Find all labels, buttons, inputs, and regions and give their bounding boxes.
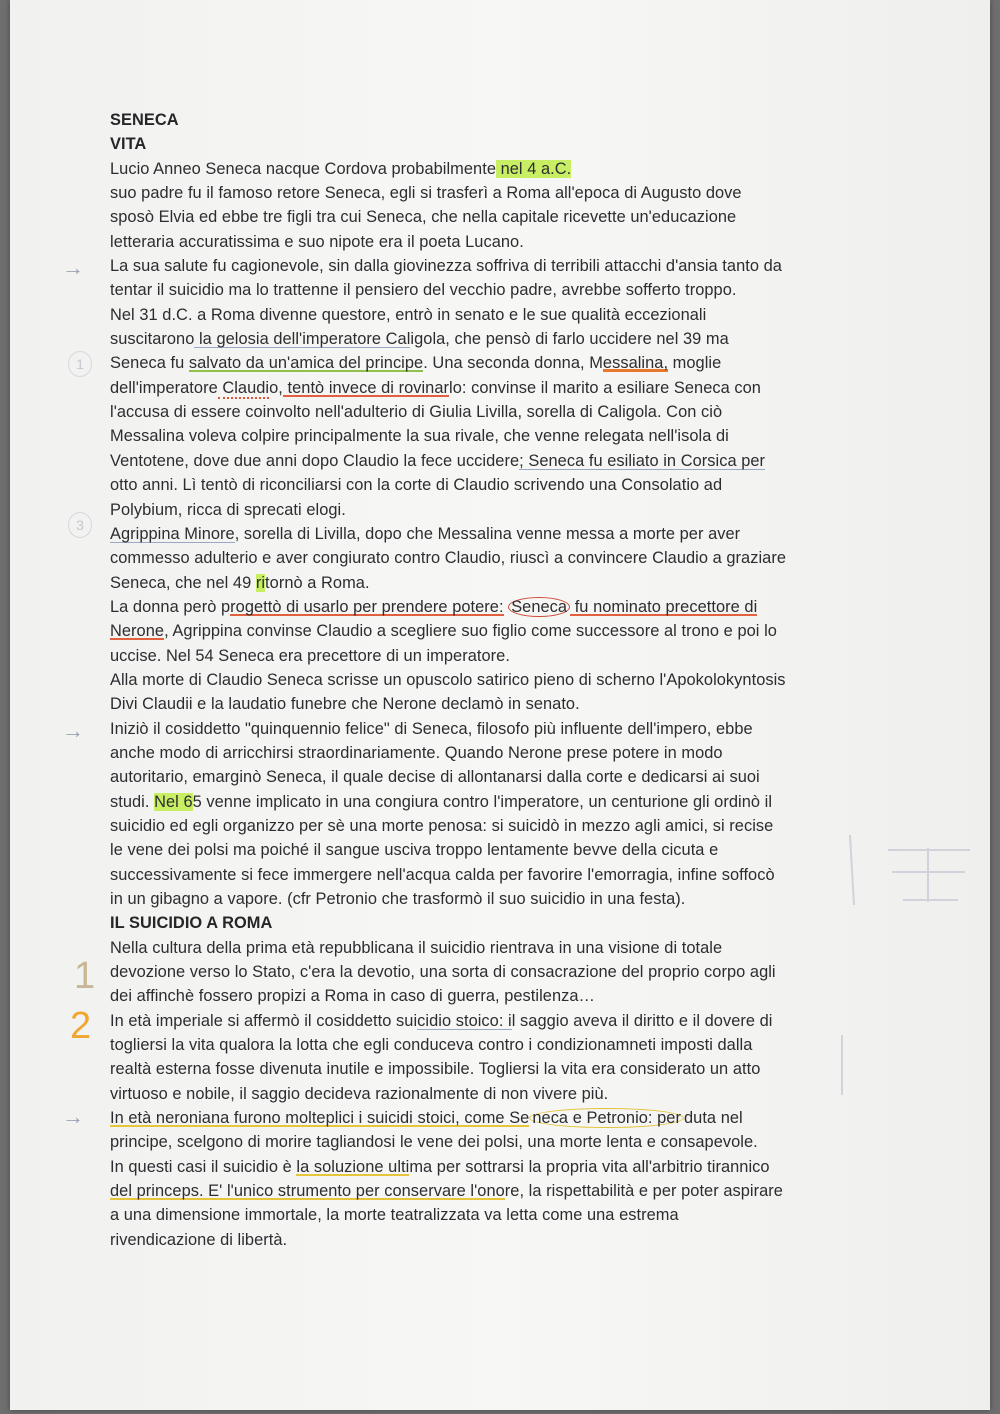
text-line: sposò Elvia ed ebbe tre figli tra cui Seneca, che nella capitale ricevette un'educazione	[110, 208, 737, 227]
paper-sheet	[10, 0, 990, 1410]
text-line: in un gibagno a vapore. (cfr Petronio che trasformò il suo suicidio in una festa).	[110, 890, 686, 908]
text-line: devozione verso lo Stato, c'era la devotio, una sorta di consacrazione del proprio corpo agli	[110, 963, 776, 982]
text-line: otto anni. Lì tentò di riconciliarsi con la corte di Claudio scrivendo una Consolatio ad	[110, 476, 723, 495]
text-line: Lucio Anneo Seneca nacque Cordova probabilmente nel 4 a.C.	[110, 159, 572, 178]
margin-number: 1	[74, 955, 96, 997]
text-line: autoritario, emarginò Seneca, il quale decise di allontanarsi dalla corte e dedicarsi ai suoi	[110, 768, 760, 787]
text-line: suicidio ed egli organizzo per sè una morte penosa: si suicidò in mezzo agli amici, si recise	[110, 816, 774, 835]
text-line: suscitarono la gelosia dell'imperatore Caligola, che pensò di farlo uccidere nel 39 ma	[110, 330, 729, 349]
text-line: a una dimensione immortale, la morte teatralizzata va letta come una estrema	[110, 1206, 679, 1225]
margin-circled-number: 3	[68, 512, 92, 538]
text-line: Polybium, ricca di sprecati elogi.	[110, 500, 346, 519]
text-line: commesso adulterio e aver congiurato contro Claudio, riuscì a convincere Claudio a graziare	[110, 549, 786, 568]
text-line: uccise. Nel 54 Seneca era precettore di un imperatore.	[110, 646, 510, 665]
text-line: Messalina voleva colpire principalmente la sua rivale, che venne relegata nell'isola di	[110, 427, 729, 446]
text-line: In questi casi il suicidio è la soluzione ultima per sottrarsi la propria vita all'arbitrio tirannico	[110, 1157, 770, 1176]
text-line: togliersi la vita qualora la lotta che egli conduceva contro i condizionamneti imposti dalla	[110, 1036, 753, 1055]
text-line: suo padre fu il famoso retore Seneca, egli si trasferì a Roma all'epoca di Augusto dove	[110, 184, 742, 203]
text-line: studi. Nel 65 venne implicato in una congiura contro l'imperatore, un centurione gli ordinò il	[110, 792, 773, 811]
text-line: l'accusa di essere coinvolto nell'adulterio di Giulia Livilla, sorella di Caligola. Con ciò	[110, 403, 723, 422]
text-line: Seneca fu salvato da un'amica del principe. Una seconda donna, Messalina, moglie	[110, 354, 722, 373]
text-line: Seneca, che nel 49 ritornò a Roma.	[110, 573, 370, 592]
text-line: La donna però progettò di usarlo per prendere potere: Seneca fu nominato precettore di	[110, 597, 758, 616]
margin-arrow-icon: →	[62, 255, 84, 280]
text-line: rivendicazione di libertà.	[110, 1230, 288, 1249]
text-line: virtuoso e nobile, il saggio decideva razionalmente di non vivere più.	[110, 1084, 609, 1103]
section-heading-vita: VITA	[110, 135, 147, 154]
text-line: Nel 31 d.C. a Roma divenne questore, entrò in senato e le sue qualità eccezionali	[110, 305, 707, 324]
text-line: letteraria accuratissima e suo nipote era il poeta Lucano.	[110, 232, 524, 251]
text-line: principe, scelgono di morire tagliandosi le vene dei polsi, una morte lenta e consapevole.	[110, 1133, 758, 1152]
margin-arrow-icon: →	[62, 1104, 84, 1129]
text-line: successivamente si fece immergere nell'acqua calda per favorire l'emorragia, infine soffocò	[110, 865, 775, 884]
text-line: Alla morte di Claudio Seneca scrisse un opuscolo satirico pieno di scherno l'Apokolokyntosis	[110, 670, 786, 689]
text-line: realtà esterna fosse divenuta inutile e impossibile. Togliersi la vita era considerato un atto	[110, 1060, 761, 1079]
text-line: In età neroniana furono molteplici i suicidi stoici, come Se neca e Petronio: per duta nel	[110, 1109, 743, 1128]
section-heading-suicidio: IL SUICIDIO A ROMA	[110, 914, 273, 933]
margin-arrow-icon: →	[62, 718, 84, 743]
text-line: Divi Claudii e la laudatio funebre che Nerone declamò in senato.	[110, 695, 580, 714]
text-line: anche modo di arricchirsi straordinariamente. Quando Nerone prese potere in modo	[110, 743, 723, 762]
text-line: dell'imperatore Claudio, tentò invece di rovinarlo: convinse il marito a esiliare Seneca con	[110, 378, 761, 397]
text-line: Ventotene, dove due anni dopo Claudio la fece uccidere; Seneca fu esiliato in Corsica per	[110, 451, 766, 470]
margin-number: 2	[70, 1005, 92, 1047]
text-line: Nerone, Agrippina convinse Claudio a scegliere suo figlio come successore al trono e poi lo	[110, 622, 777, 641]
text-line: La sua salute fu cagionevole, sin dalla giovinezza soffriva di terribili attacchi d'ansia tanto da	[110, 257, 782, 276]
text-line: Iniziò il cosiddetto "quinquennio felice" di Seneca, filosofo più influente dell'impero, ebbe	[110, 719, 753, 738]
text-line: Agrippina Minore, sorella di Livilla, dopo che Messalina venne messa a morte per aver	[110, 524, 741, 543]
text-line: del princeps. E' l'unico strumento per conservare l'onore, la rispettabilità e per poter aspirare	[110, 1182, 783, 1201]
document-title: SENECA	[110, 111, 179, 129]
text-line: tentar il suicidio ma lo trattenne il pensiero del vecchio padre, avrebbe sofferto troppo.	[110, 281, 737, 300]
margin-circled-number: 1	[68, 351, 92, 377]
text-line: In età imperiale si affermò il cosiddetto suicidio stoico: il saggio aveva il diritto e il dovere di	[110, 1011, 773, 1030]
text-line: Nella cultura della prima età repubblicana il suicidio rientrava in una visione di totale	[110, 938, 723, 957]
handwritten-marks	[10, 0, 990, 1410]
margin-stroke	[850, 835, 854, 905]
text-line: dei affinchè fossero propizi a Roma in caso di guerra, pestilenza…	[110, 987, 595, 1006]
text-line: le vene dei polsi ma poiché il sangue usciva troppo lentamente bevve della cicuta e	[110, 841, 719, 860]
